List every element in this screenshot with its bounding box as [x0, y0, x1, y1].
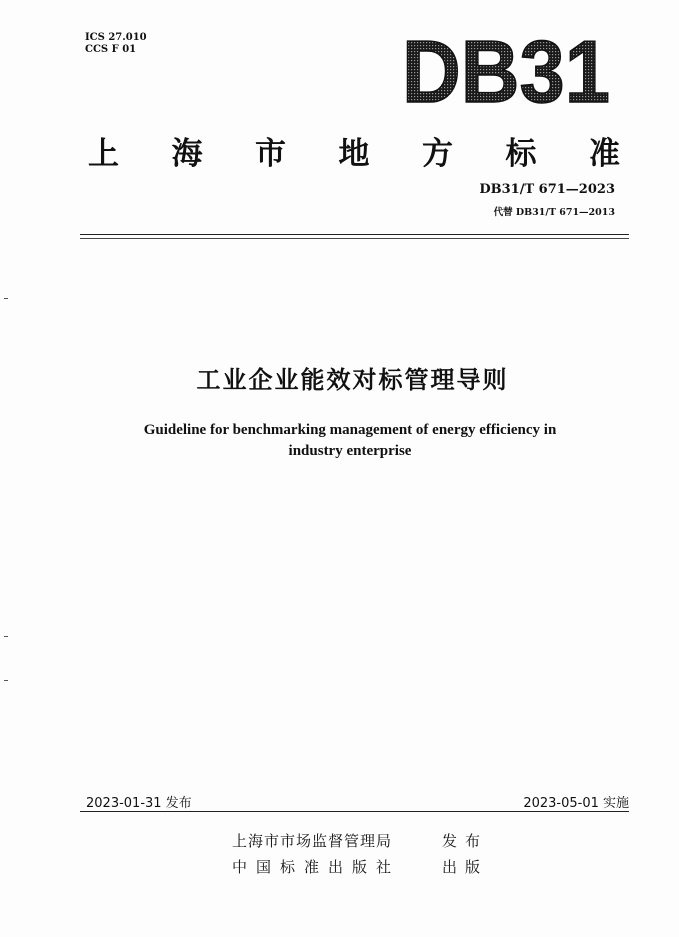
db31-logo-text: DB31 — [402, 30, 610, 108]
scan-mark — [4, 298, 8, 299]
title-chinese: 工业企业能效对标管理导则 — [196, 366, 509, 394]
header-divider-thin — [80, 238, 629, 239]
standard-number: DB31/T 671—2023 — [479, 182, 615, 197]
issuer-action-label: 发布 — [442, 832, 489, 850]
doc-type-char: 标 — [505, 136, 537, 172]
publisher-name: 中国标准出版社 — [232, 858, 401, 876]
db31-logo — [402, 30, 612, 108]
scan-mark — [4, 680, 8, 681]
title-english-line-2: industry enterprise — [288, 443, 412, 459]
doc-type-char: 市 — [255, 136, 286, 172]
replaces-standard: 代替 DB31/T 671—2013 — [493, 207, 615, 218]
scan-mark — [4, 636, 8, 637]
doc-type-char: 上 — [88, 136, 119, 172]
doc-type-char: 地 — [338, 136, 370, 172]
ccs-code: CCS F 01 — [85, 44, 137, 55]
issuing-authority: 上海市市场监督管理局 — [232, 832, 393, 850]
document-type-heading — [88, 128, 620, 173]
doc-type-char: 方 — [422, 136, 453, 172]
title-english — [100, 420, 600, 462]
header-divider — [80, 234, 629, 235]
classification-codes — [85, 32, 147, 56]
doc-type-char: 准 — [589, 136, 620, 172]
publisher-action-label: 出版 — [442, 858, 489, 876]
title-english-line-1: Guideline for benchmarking management of energy efficiency in — [143, 422, 557, 438]
implementation-date: 2023-05-01 实施 — [523, 796, 629, 811]
footer-divider — [80, 811, 629, 812]
publication-date: 2023-01-31 发布 — [86, 796, 192, 811]
doc-type-char: 海 — [171, 136, 203, 172]
ics-code: ICS 27.010 — [85, 32, 147, 43]
